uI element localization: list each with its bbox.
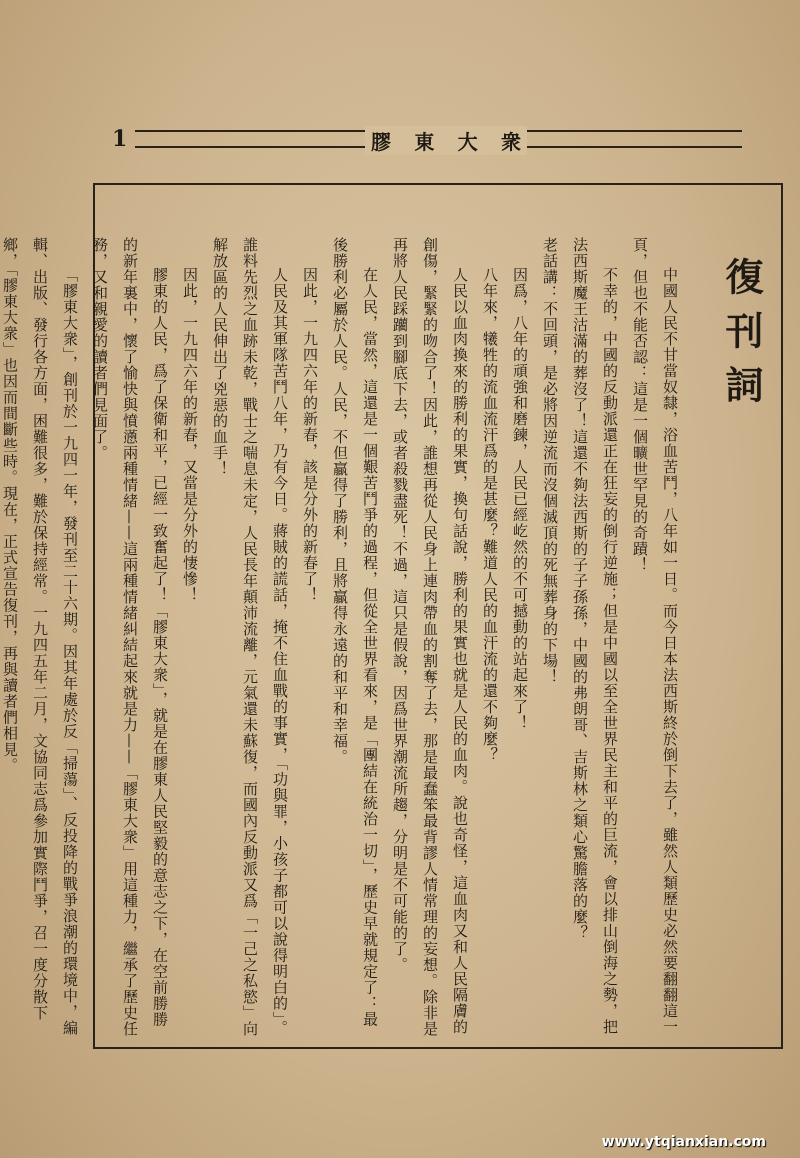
article-paragraph: 「膠東大衆」，創刊於一九四一年，發刊至二十六期。因其年處於反「掃蕩」、反投降的戰爭浪潮的環境中，編輯、出版、發行各方面，困難很多，難於保持經常。一九四五年二月，文協同志爲參加實際鬥爭，召一度分散下鄉，「膠東大衆」也因而間斷些時。現在，正式宣告復刊，再與讀者們相見。 <box>1 237 79 1036</box>
header-title-char: 大 <box>457 130 478 154</box>
article-paragraph: 八年來，犧牲的流血流汗爲的是甚麼？難道人民的血汗流的還不夠麼？ <box>481 267 499 763</box>
article-body <box>0 237 685 1037</box>
article-paragraph: 不幸的，中國的反動派還正在狂妄的倒行逆施；但是中國以至全世界民主和平的巨流，會以排山倒海之勢，把法西斯魔王沽滿的葬沒了！這還不夠法西斯的子子孫孫，中國的弗朗哥、吉斯林之類心驚膽落的麼？ <box>571 237 619 1035</box>
watermark: www.ytqianxian.com <box>601 1134 766 1150</box>
header-title-char: 膠 <box>371 130 391 154</box>
article-paragraph: 在人民，當然，這還是一個艱苦鬥爭的過程，但從全世界看來，是「團結在統治一切」，歷史早就規定了：最後勝利必屬於人民。人民，不但贏得了勝利，且將贏得永遠的和平和幸福。 <box>331 237 379 1028</box>
running-header-title <box>365 126 527 155</box>
article-paragraph: 老話講：不回頭，是必將因逆流而沒個滅頂的死無葬身的下場！ <box>541 237 559 685</box>
article-paragraph: 因爲，八年的頑強和磨鍊，人民已經屹然的不可撼動的站起來了！ <box>511 267 529 731</box>
article-paragraph: 人民及其軍隊苦鬥八年，乃有今日。蔣賊的謊話，掩不住血戰的事實，「功與罪，小孩子都可以說得明白的」。誰料先烈之血跡未乾，戰士之喘息未定，人民長年顛沛流離，元氣還未蘇復，而國內反動派又爲「一己之私慾」向解放區的人民伸出了兇惡的血手！ <box>211 237 289 1037</box>
article-box <box>1 183 783 1049</box>
article-paragraph: 人民以血肉換來的勝利的果實，換句話說，勝利的果實也就是人民的血肉。說也奇怪，這血肉又和人民隔膚的創傷，緊緊的吻合了！因此，誰想再從人民身上連肉帶血的割奪了去，那是最蠢笨最背謬人情常理的妄想。除非是再將人民踩躪到腳底下去，或者殺戮盡死！不過，這只是假說，因爲世界潮流所趨，分明是不可能的了。 <box>391 237 469 1037</box>
article-paragraph: 中國人民不甘當奴隸，浴血苦鬥，八年如一日。而今日本法西斯終於倒下去了，雖然人類歷史必然要翻翻這一頁，但也不能否認：這是一個曠世罕見的奇蹟！ <box>631 237 679 1035</box>
article-paragraph: 因此，一九四六年的新春，又當是分外的悽慘！ <box>181 267 199 603</box>
header-title-char: 衆 <box>500 130 521 154</box>
article-paragraph: 因此，一九四六年的新春，該是分外的新春了！ <box>301 267 319 603</box>
page-number: 1 <box>112 126 128 152</box>
article-paragraph: 膠東的人民，爲了保衛和平，已經一致奮起了！「膠東大衆」，就是在膠東人民堅毅的意志之下，在空前勝勝的新年裏中，懷了愉快與憤懣兩種情緒——這兩種情緒糾結起來就是力——「膠東大衆」用這種力，繼承了歷史任務，又和親愛的讀者們見面了。 <box>91 237 169 1037</box>
article-title: 復刊詞 <box>719 257 764 419</box>
header-title-char: 東 <box>414 130 435 154</box>
